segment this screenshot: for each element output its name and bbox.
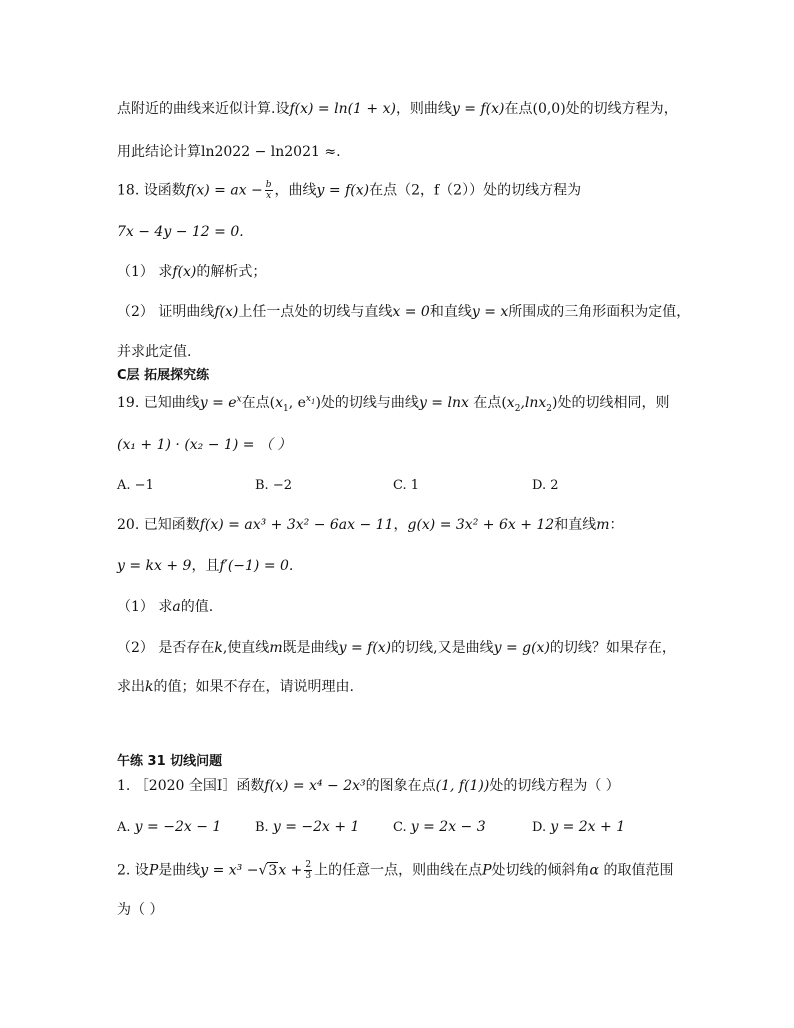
option-label: A. (117, 820, 131, 835)
intro-line-1 (117, 99, 698, 119)
math: α (589, 862, 600, 879)
text: . (336, 144, 341, 160)
math-fx: f(x) (172, 264, 197, 280)
text: 在点( (468, 395, 507, 411)
math: x = 0 (392, 304, 430, 320)
math: P (482, 862, 492, 879)
text: ，且 (191, 558, 220, 574)
question-number: 2. 设 (117, 862, 149, 879)
math-gx: g(x) = 3x² + 6x + 12 (407, 517, 555, 533)
text: 上的任意一点，则曲线在点 (314, 862, 483, 879)
text: 在点( (241, 395, 276, 411)
sub: 2 (514, 403, 521, 414)
math: k (214, 640, 223, 656)
math: x + (278, 862, 303, 879)
option-a[interactable] (117, 819, 221, 835)
text: 的取值范围 (599, 862, 674, 879)
sub: 2 (546, 403, 553, 414)
text: 证明曲线 (158, 304, 215, 320)
option-value: y = 2x + 1 (550, 819, 626, 835)
text: 的值. (180, 599, 214, 615)
text: 的切线,又是曲线 (391, 640, 494, 656)
fraction (265, 180, 273, 201)
text: 处的切线方程为（ ） (489, 778, 620, 794)
text: 和直线 (429, 304, 472, 320)
option-label: B. (255, 820, 269, 835)
option-label: A. (117, 478, 131, 493)
text: ， (393, 517, 408, 533)
text: 用此结论计算 (117, 144, 201, 160)
math-fx: f(x) = ax − (185, 182, 263, 199)
part-label: （1） (117, 599, 154, 615)
question-number: 18. 设函数 (117, 182, 186, 199)
math: y = x (471, 304, 509, 320)
sup: x (236, 394, 242, 405)
math: y = e (199, 395, 237, 411)
math-expr: (x₁ + 1) · (x₂ − 1) = （ ） (117, 437, 292, 453)
option-c[interactable] (393, 819, 486, 835)
q18-part1 (117, 262, 698, 282)
math: m (269, 640, 283, 656)
frac-den: 3 (305, 871, 312, 881)
q20-stem (117, 515, 698, 535)
question-number: 20. 已知函数 (117, 517, 200, 533)
option-label: C. (393, 820, 407, 835)
math-curve: y = f(x) (316, 182, 370, 199)
math-curve: y = f(x) (451, 101, 505, 117)
q20-line2 (117, 556, 698, 576)
option-c[interactable] (393, 478, 419, 493)
text: ，曲线 (274, 182, 317, 199)
text: 的解析式； (196, 264, 267, 280)
question-number: 1. ［2020 全国Ⅰ］函数 (117, 778, 265, 794)
option-d[interactable] (532, 819, 625, 835)
option-label: B. (255, 478, 269, 493)
option-value: −1 (134, 478, 154, 493)
section-31-title: 午练 31 切线问题 (117, 754, 223, 769)
q18-part2-cont (117, 342, 698, 362)
math-fx: f(x) = ln(1 + x) (289, 101, 396, 117)
math-eq: 7x − 4y − 12 = 0. (117, 224, 244, 240)
option-value: 1 (410, 478, 420, 493)
text: ， (663, 101, 678, 117)
math: x (506, 395, 515, 411)
text: 所围成的三角形面积为定值， (508, 304, 691, 320)
part-label: （2） (117, 640, 154, 656)
option-b[interactable] (255, 819, 359, 835)
fraction (304, 860, 312, 881)
p2-stem: 2. 设P是曲线y = x³ −√3x + $\frac{2}{3}$ 上的任意一点，则曲线在点P处切线的倾斜角α 的取值范围 (117, 860, 674, 881)
math: k (145, 679, 154, 695)
text: 的切线？如果存在， (549, 640, 676, 656)
math: y = g(x) (493, 640, 550, 656)
p2-cont (117, 900, 698, 920)
frac-den: x (266, 191, 272, 201)
option-value: y = 2x − 3 (410, 819, 486, 835)
math-curve: y = x³ − (200, 862, 259, 879)
text: 为（ ） (117, 902, 164, 918)
math: ,lnx (520, 395, 547, 411)
q18-part2 (117, 302, 698, 322)
text: 是曲线 (158, 862, 201, 879)
text: 点附近的曲线来近似计算.设 (117, 101, 290, 117)
text: ，则曲线 (395, 101, 452, 117)
math: y = f(x) (338, 640, 392, 656)
option-label: D. (532, 820, 547, 835)
text: 求 (158, 264, 173, 280)
math: P (148, 862, 159, 879)
q19-expr (117, 435, 698, 455)
q20-part1 (117, 597, 698, 617)
text: 既是曲线 (282, 640, 339, 656)
p1-stem (117, 776, 698, 796)
option-b[interactable] (255, 478, 292, 493)
question-number: 19. 已知曲线 (117, 395, 200, 411)
text: 上任一点处的切线与直线 (238, 304, 393, 320)
option-d[interactable] (532, 478, 559, 493)
text: ,使直线 (222, 640, 270, 656)
math: x (275, 395, 283, 411)
text: ： (609, 517, 624, 533)
text: 和直线 (554, 517, 597, 533)
q20-part2 (117, 638, 698, 658)
option-value: −2 (272, 478, 292, 493)
option-label: C. (393, 478, 407, 493)
math-fx: f(x) = x⁴ − 2x³ (264, 778, 366, 794)
math: (1, f(1)) (435, 778, 490, 794)
text: 求出 (117, 679, 145, 695)
math-sqrt: 3 (268, 862, 278, 879)
text: 的图象在点 (365, 778, 436, 794)
text: 求 (158, 599, 173, 615)
option-a[interactable] (117, 478, 154, 493)
text: 处切线的倾斜角 (491, 862, 590, 879)
text: 并求此定值. (117, 344, 192, 360)
text: , e (288, 395, 306, 411)
q19-stem (117, 393, 698, 413)
math-expr: ln2022 − ln2021 ≈ (201, 144, 337, 160)
option-label: D. (532, 478, 547, 493)
text: )处的切线与曲线 (315, 395, 419, 411)
intro-line-2 (117, 142, 698, 162)
math-fx: f(x) (214, 304, 239, 320)
part-label: （2） (117, 304, 154, 320)
q20-part2-cont (117, 677, 698, 697)
sub: 1 (311, 398, 316, 407)
text: )处的切线相同，则 (552, 395, 670, 411)
part-label: （1） (117, 264, 154, 280)
math-fx: f(x) = ax³ + 3x² − 6ax − 11 (199, 517, 394, 533)
text: 的值；如果不存在，请说明理由. (153, 679, 354, 695)
sup-x: x (305, 394, 311, 405)
text: 在点（2，f（2））处的切线方程为 (369, 182, 582, 199)
math: f′(−1) = 0. (219, 558, 294, 574)
sub: 1 (283, 403, 289, 414)
section-c-title: C层 拓展探究练 (117, 368, 210, 383)
frac-num: 2 (305, 860, 312, 870)
text: 在点(0,0)处的切线方程为 (504, 101, 664, 117)
math: y = lnx (418, 395, 469, 411)
math: a (172, 599, 181, 615)
math: y = kx + 9 (117, 558, 192, 574)
option-value: y = −2x − 1 (134, 819, 222, 835)
q18-stem (117, 180, 698, 201)
q18-eq (117, 222, 698, 242)
option-value: y = −2x + 1 (272, 819, 360, 835)
text: 是否存在 (158, 640, 215, 656)
option-value: 2 (550, 478, 559, 493)
math: m (596, 517, 610, 533)
frac-num: b (265, 180, 272, 190)
